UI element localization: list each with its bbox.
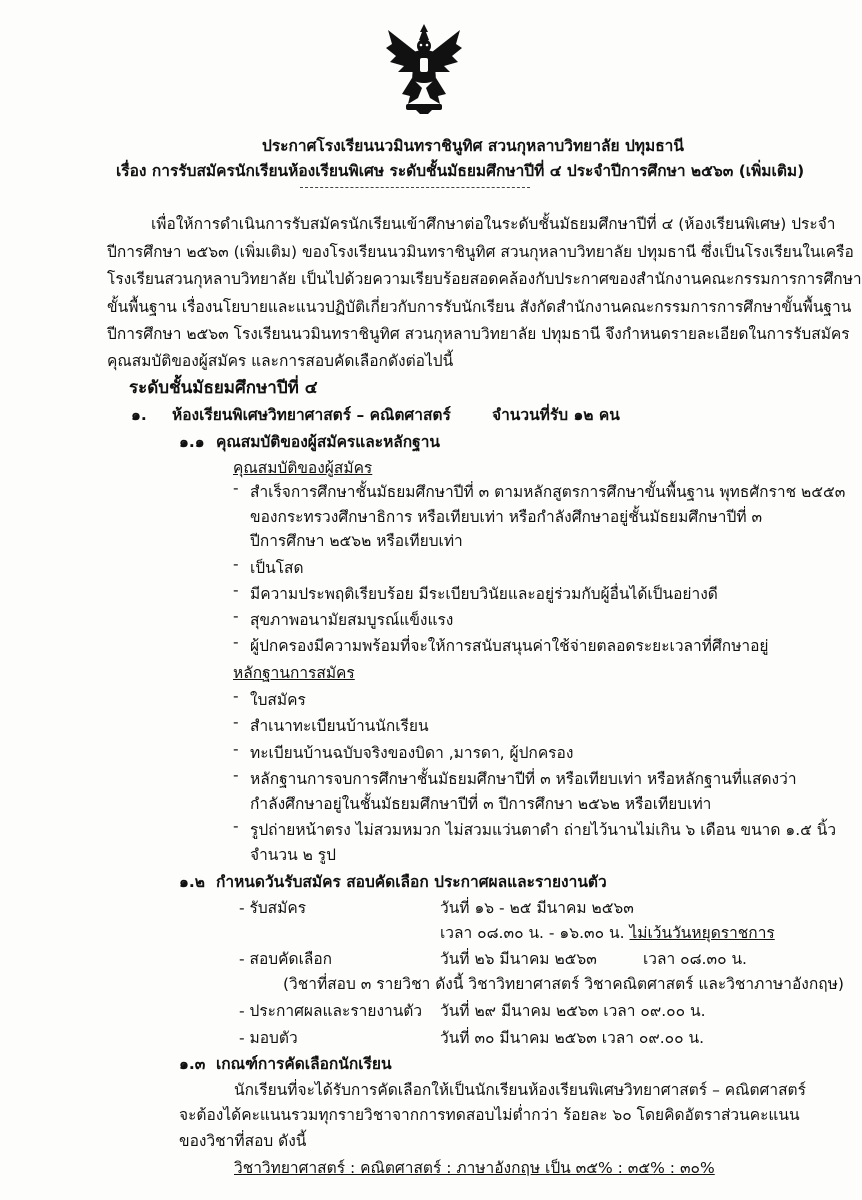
doc-item-1: ใบสมัคร bbox=[250, 691, 306, 709]
qual-item-1-cont-1: ของกระทรวงศึกษาธิการ หรือเทียบเท่า หรือกำลังศึกษาอยู่ชั้นมัธยมศึกษาปีที่ ๓ bbox=[250, 508, 763, 526]
section-1-3-heading: เกณฑ์การคัดเลือกนักเรียน bbox=[216, 1055, 392, 1073]
qual-item-5: ผู้ปกครองมีความพร้อมที่จะให้การสนับสนุนค่าใช้จ่ายตลอดระยะเวลาที่ศึกษาอยู่ bbox=[250, 637, 769, 655]
qual-item-4: สุขภาพอนามัยสมบูรณ์แข็งแรง bbox=[250, 611, 454, 629]
level-heading: ระดับชั้นมัธยมศึกษาปีที่ ๔ bbox=[129, 378, 318, 398]
schedule-announce-label: - ประกาศผลและรายงานตัว bbox=[239, 1002, 423, 1020]
doc-item-4-bullet: - bbox=[233, 766, 239, 784]
program-name: ห้องเรียนพิเศษวิทยาศาสตร์ – คณิตศาสตร์ bbox=[172, 406, 451, 424]
intro-line-5: ปีการศึกษา ๒๕๖๓ โรงเรียนนวมินทราชินูทิศ สวนกุหลาบวิทยาลัย ปทุมธานี จึงกำหนดรายละเอียดในการรับสมัคร bbox=[107, 325, 850, 343]
section-1-2-number: ๑.๒ bbox=[179, 873, 205, 891]
criteria-line-1: นักเรียนที่จะได้รับการคัดเลือกให้เป็นนักเรียนห้องเรียนพิเศษวิทยาศาสตร์ – คณิตศาสตร์ bbox=[234, 1081, 806, 1099]
section-1-3-number: ๑.๓ bbox=[179, 1055, 206, 1073]
announcement-subject: เรื่อง การรับสมัครนักเรียนห้องเรียนพิเศษ ระดับชั้นมัธยมศึกษาปีที่ ๔ ประจำปีการศึกษา ๒๕๖๓ (เพิ่มเติม) bbox=[116, 162, 805, 180]
title-separator bbox=[300, 187, 530, 188]
qual-item-1-cont-2: ปีการศึกษา ๒๕๖๒ หรือเทียบเท่า bbox=[250, 532, 463, 550]
doc-item-1-bullet: - bbox=[233, 687, 239, 705]
announcement-title: ประกาศโรงเรียนนวมินทราชินูทิศ สวนกุหลาบวิทยาลัย ปทุมธานี bbox=[262, 137, 684, 155]
schedule-exam-label: - สอบคัดเลือก bbox=[239, 950, 333, 968]
qual-item-1: สำเร็จการศึกษาชั้นมัธยมศึกษาปีที่ ๓ ตามหลักสูตรการศึกษาขั้นพื้นฐาน พุทธศักราช ๒๕๕๓ bbox=[250, 483, 846, 501]
schedule-apply-label: - รับสมัคร bbox=[239, 899, 307, 917]
intro-line-1: เพื่อให้การดำเนินการรับสมัครนักเรียนเข้าศึกษาต่อในระดับชั้นมัธยมศึกษาปีที่ ๔ (ห้องเรียนพิเศษ) ประจำ bbox=[151, 215, 836, 233]
documents-heading: หลักฐานการสมัคร bbox=[233, 664, 355, 682]
qual-item-3: มีความประพฤติเรียบร้อย มีระเบียบวินัยและอยู่ร่วมกับผู้อื่นได้เป็นอย่างดี bbox=[250, 585, 718, 603]
program-quota: จำนวนที่รับ ๑๒ คน bbox=[492, 406, 620, 424]
qual-item-3-bullet: - bbox=[233, 581, 239, 599]
schedule-report-label: - มอบตัว bbox=[239, 1029, 298, 1047]
schedule-report-date: วันที่ ๓๐ มีนาคม ๒๕๖๓ เวลา ๐๙.๐๐ น. bbox=[440, 1029, 705, 1047]
section-1-1-heading: คุณสมบัติของผู้สมัครและหลักฐาน bbox=[216, 433, 441, 451]
doc-item-3-bullet: - bbox=[233, 740, 239, 758]
schedule-apply-time bbox=[440, 920, 775, 945]
schedule-apply-note: ไม่เว้นวันหยุดราชการ bbox=[629, 924, 775, 942]
intro-line-3: โรงเรียนสวนกุหลาบวิทยาลัย เป็นไปด้วยความเรียบร้อยสอดคล้องกับประกาศของสำนักงานคณะกรรมการการศึกษา bbox=[107, 270, 862, 288]
doc-item-5-bullet: - bbox=[233, 817, 239, 835]
doc-item-4-cont: กำลังศึกษาอยู่ในชั้นมัธยมศึกษาปีที่ ๓ ปีการศึกษา ๒๕๖๒ หรือเทียบเท่า bbox=[250, 795, 712, 813]
score-ratio: วิชาวิทยาศาสตร์ : คณิตศาสตร์ : ภาษาอังกฤษ เป็น ๓๕% : ๓๕% : ๓๐% bbox=[234, 1159, 715, 1177]
schedule-announce-date: วันที่ ๒๙ มีนาคม ๒๕๖๓ เวลา ๐๙.๐๐ น. bbox=[440, 1002, 706, 1020]
program-number: ๑. bbox=[131, 406, 147, 424]
qual-item-1-bullet: - bbox=[233, 479, 239, 497]
intro-line-2: ปีการศึกษา ๒๕๖๓ (เพิ่มเติม) ของโรงเรียนนวมินทราชินูทิศ สวนกุหลาบวิทยาลัย ปทุมธานี ซึ่งเป็นโรงเรียนในเครือ bbox=[107, 243, 854, 261]
qual-item-2: เป็นโสด bbox=[250, 559, 304, 577]
doc-item-3: ทะเบียนบ้านฉบับจริงของบิดา ,มารดา, ผู้ปกครอง bbox=[250, 744, 574, 762]
qual-item-4-bullet: - bbox=[233, 607, 239, 625]
schedule-exam-date: วันที่ ๒๖ มีนาคม ๒๕๖๓ bbox=[440, 950, 597, 968]
garuda-emblem-icon bbox=[386, 22, 462, 114]
intro-line-4: ขั้นพื้นฐาน เรื่องนโยบายและแนวปฏิบัติเกี่ยวกับการรับนักเรียน สังกัดสำนักงานคณะกรรมการการศึกษาขั้นพื้นฐาน bbox=[107, 298, 852, 316]
doc-item-2: สำเนาทะเบียนบ้านนักเรียน bbox=[250, 717, 429, 735]
schedule-apply-date: วันที่ ๑๖ - ๒๕ มีนาคม ๒๕๖๓ bbox=[440, 899, 634, 917]
intro-line-6: คุณสมบัติของผู้สมัคร และการสอบคัดเลือกดังต่อไปนี้ bbox=[107, 352, 454, 370]
qual-item-5-bullet: - bbox=[233, 633, 239, 651]
schedule-apply-time-text: เวลา ๐๘.๓๐ น. - ๑๖.๓๐ น. bbox=[440, 924, 625, 942]
schedule-exam-subjects: (วิชาที่สอบ ๓ รายวิชา ดังนี้ วิชาวิทยาศาสตร์ วิชาคณิตศาสตร์ และวิชาภาษาอังกฤษ) bbox=[283, 975, 844, 993]
section-1-2-heading: กำหนดวันรับสมัคร สอบคัดเลือก ประกาศผลและรายงานตัว bbox=[216, 873, 607, 891]
doc-item-2-bullet: - bbox=[233, 713, 239, 731]
doc-item-5-cont: จำนวน ๒ รูป bbox=[250, 846, 336, 864]
criteria-line-3: ของวิชาที่สอบ ดังนี้ bbox=[179, 1132, 307, 1150]
section-1-1-number: ๑.๑ bbox=[179, 433, 205, 451]
qual-item-2-bullet: - bbox=[233, 555, 239, 573]
schedule-exam-time: เวลา ๐๘.๓๐ น. bbox=[643, 950, 747, 968]
qualification-heading: คุณสมบัติของผู้สมัคร bbox=[233, 459, 373, 477]
criteria-line-2: จะต้องได้คะแนนรวมทุกรายวิชาจากการทดสอบไม่ต่ำกว่า ร้อยละ ๖๐ โดยคิดอัตราส่วนคะแนน bbox=[179, 1106, 800, 1124]
doc-item-5: รูปถ่ายหน้าตรง ไม่สวมหมวก ไม่สวมแว่นตาดำ ถ่ายไว้นานไม่เกิน ๖ เดือน ขนาด ๑.๕ นิ้ว bbox=[250, 821, 837, 839]
doc-item-4: หลักฐานการจบการศึกษาชั้นมัธยมศึกษาปีที่ ๓ หรือเทียบเท่า หรือหลักฐานที่แสดงว่า bbox=[250, 770, 797, 788]
